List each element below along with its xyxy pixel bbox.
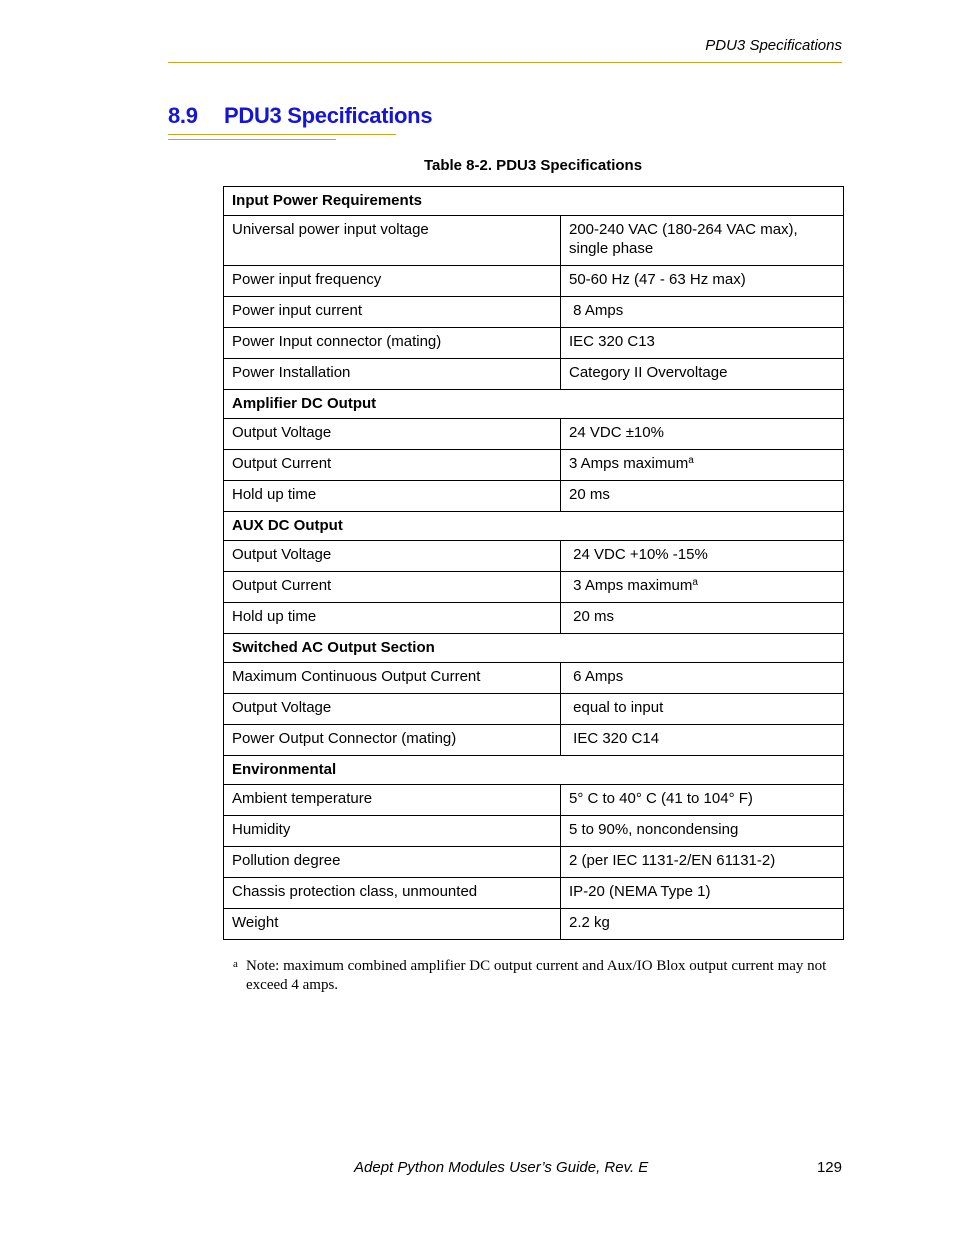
footnote-ref: a — [692, 577, 698, 588]
spec-label: Output Voltage — [224, 541, 561, 572]
table-caption: Table 8-2. PDU3 Specifications — [423, 157, 643, 174]
spec-value-text: 5° C to 40° C (41 to 104° F) — [569, 790, 753, 807]
spec-label: Power Output Connector (mating) — [224, 725, 561, 756]
spec-value-text: 8 Amps — [569, 302, 624, 319]
section-title-text: PDU3 Specifications — [224, 103, 433, 128]
spec-value — [561, 359, 844, 390]
spec-value-text: IP-20 (NEMA Type 1) — [569, 883, 711, 900]
spec-value — [561, 481, 844, 512]
spec-label: Power input frequency — [224, 266, 561, 297]
table-row — [224, 572, 844, 603]
spec-table-body — [224, 187, 844, 940]
spec-value-text: 24 VDC ±10% — [569, 424, 664, 441]
spec-value-text: 200-240 VAC (180-264 VAC max), single phase — [569, 221, 802, 257]
spec-label: Power input current — [224, 297, 561, 328]
spec-value — [561, 572, 844, 603]
spec-value — [561, 541, 844, 572]
spec-value — [561, 694, 844, 725]
spec-label: Output Current — [224, 572, 561, 603]
footnote-text: Note: maximum combined amplifier DC output current and Aux/IO Blox output current may not exceed 4 amps. — [246, 958, 827, 993]
spec-label: Power Installation — [224, 359, 561, 390]
table-group-header — [224, 756, 844, 785]
spec-value-text: 50-60 Hz (47 - 63 Hz max) — [569, 271, 746, 288]
spec-value — [561, 878, 844, 909]
table-row — [224, 297, 844, 328]
spec-value — [561, 266, 844, 297]
spec-label: Weight — [224, 909, 561, 940]
spec-label: Hold up time — [224, 603, 561, 634]
spec-value-text: IEC 320 C13 — [569, 333, 655, 350]
table-row — [224, 847, 844, 878]
spec-label: Power Input connector (mating) — [224, 328, 561, 359]
spec-value-text: 5 to 90%, noncondensing — [569, 821, 739, 838]
table-group-header — [224, 512, 844, 541]
spec-label: Hold up time — [224, 481, 561, 512]
table-row — [224, 419, 844, 450]
spec-value — [561, 216, 844, 266]
group-heading: Amplifier DC Output — [224, 390, 844, 419]
footer-document-title: Adept Python Modules User’s Guide, Rev. E — [354, 1159, 649, 1176]
table-row — [224, 216, 844, 266]
spec-label: Chassis protection class, unmounted — [224, 878, 561, 909]
spec-value — [561, 663, 844, 694]
table-row — [224, 266, 844, 297]
spec-label: Humidity — [224, 816, 561, 847]
spec-value-text: 20 ms — [569, 608, 615, 625]
spec-value — [561, 847, 844, 878]
table-row — [224, 816, 844, 847]
spec-label: Output Current — [224, 450, 561, 481]
spec-value — [561, 450, 844, 481]
page-number: 129 — [816, 1159, 842, 1176]
spec-value — [561, 603, 844, 634]
spec-value-text: 3 Amps maximum — [569, 577, 693, 594]
table-row — [224, 909, 844, 940]
spec-value-text: 2 (per IEC 1131-2/EN 61131-2) — [569, 852, 776, 869]
table-row — [224, 663, 844, 694]
spec-value-text: 20 ms — [569, 486, 610, 503]
title-rule — [168, 134, 396, 135]
table-row — [224, 694, 844, 725]
table-row — [224, 603, 844, 634]
spec-value — [561, 725, 844, 756]
spec-value — [561, 816, 844, 847]
spec-label: Pollution degree — [224, 847, 561, 878]
spec-value — [561, 785, 844, 816]
table-group-header — [224, 187, 844, 216]
table-row — [224, 481, 844, 512]
spec-label: Output Voltage — [224, 694, 561, 725]
table-row — [224, 328, 844, 359]
spec-value — [561, 297, 844, 328]
spec-table — [223, 186, 844, 940]
spec-value — [561, 328, 844, 359]
footnote-mark: a — [233, 958, 238, 970]
spec-value — [561, 909, 844, 940]
table-group-header — [224, 634, 844, 663]
table-row — [224, 725, 844, 756]
table-row — [224, 359, 844, 390]
group-heading: Environmental — [224, 756, 844, 785]
section-number: 8.9 — [168, 103, 198, 128]
spec-value-text: 2.2 kg — [569, 914, 610, 931]
section-title — [168, 103, 432, 129]
spec-label: Maximum Continuous Output Current — [224, 663, 561, 694]
table-group-header — [224, 390, 844, 419]
spec-value — [561, 419, 844, 450]
spec-value-text: 24 VDC +10% -15% — [569, 546, 708, 563]
footnote-ref: a — [688, 455, 694, 466]
spec-value-text: 6 Amps — [569, 668, 624, 685]
table-row — [224, 785, 844, 816]
table-row — [224, 541, 844, 572]
group-heading: Input Power Requirements — [224, 187, 844, 216]
spec-label: Output Voltage — [224, 419, 561, 450]
spec-value-text: 3 Amps maximum — [569, 455, 689, 472]
header-rule — [168, 62, 842, 63]
table-row — [224, 450, 844, 481]
spec-label: Ambient temperature — [224, 785, 561, 816]
footnote — [233, 957, 833, 995]
table-row — [224, 878, 844, 909]
spec-label: Universal power input voltage — [224, 216, 561, 266]
spec-value-text: Category II Overvoltage — [569, 364, 728, 381]
running-header: PDU3 Specifications — [705, 37, 842, 54]
title-rule-secondary — [168, 139, 336, 140]
spec-value-text: IEC 320 C14 — [569, 730, 660, 747]
group-heading: Switched AC Output Section — [224, 634, 844, 663]
group-heading: AUX DC Output — [224, 512, 844, 541]
spec-value-text: equal to input — [569, 699, 664, 716]
